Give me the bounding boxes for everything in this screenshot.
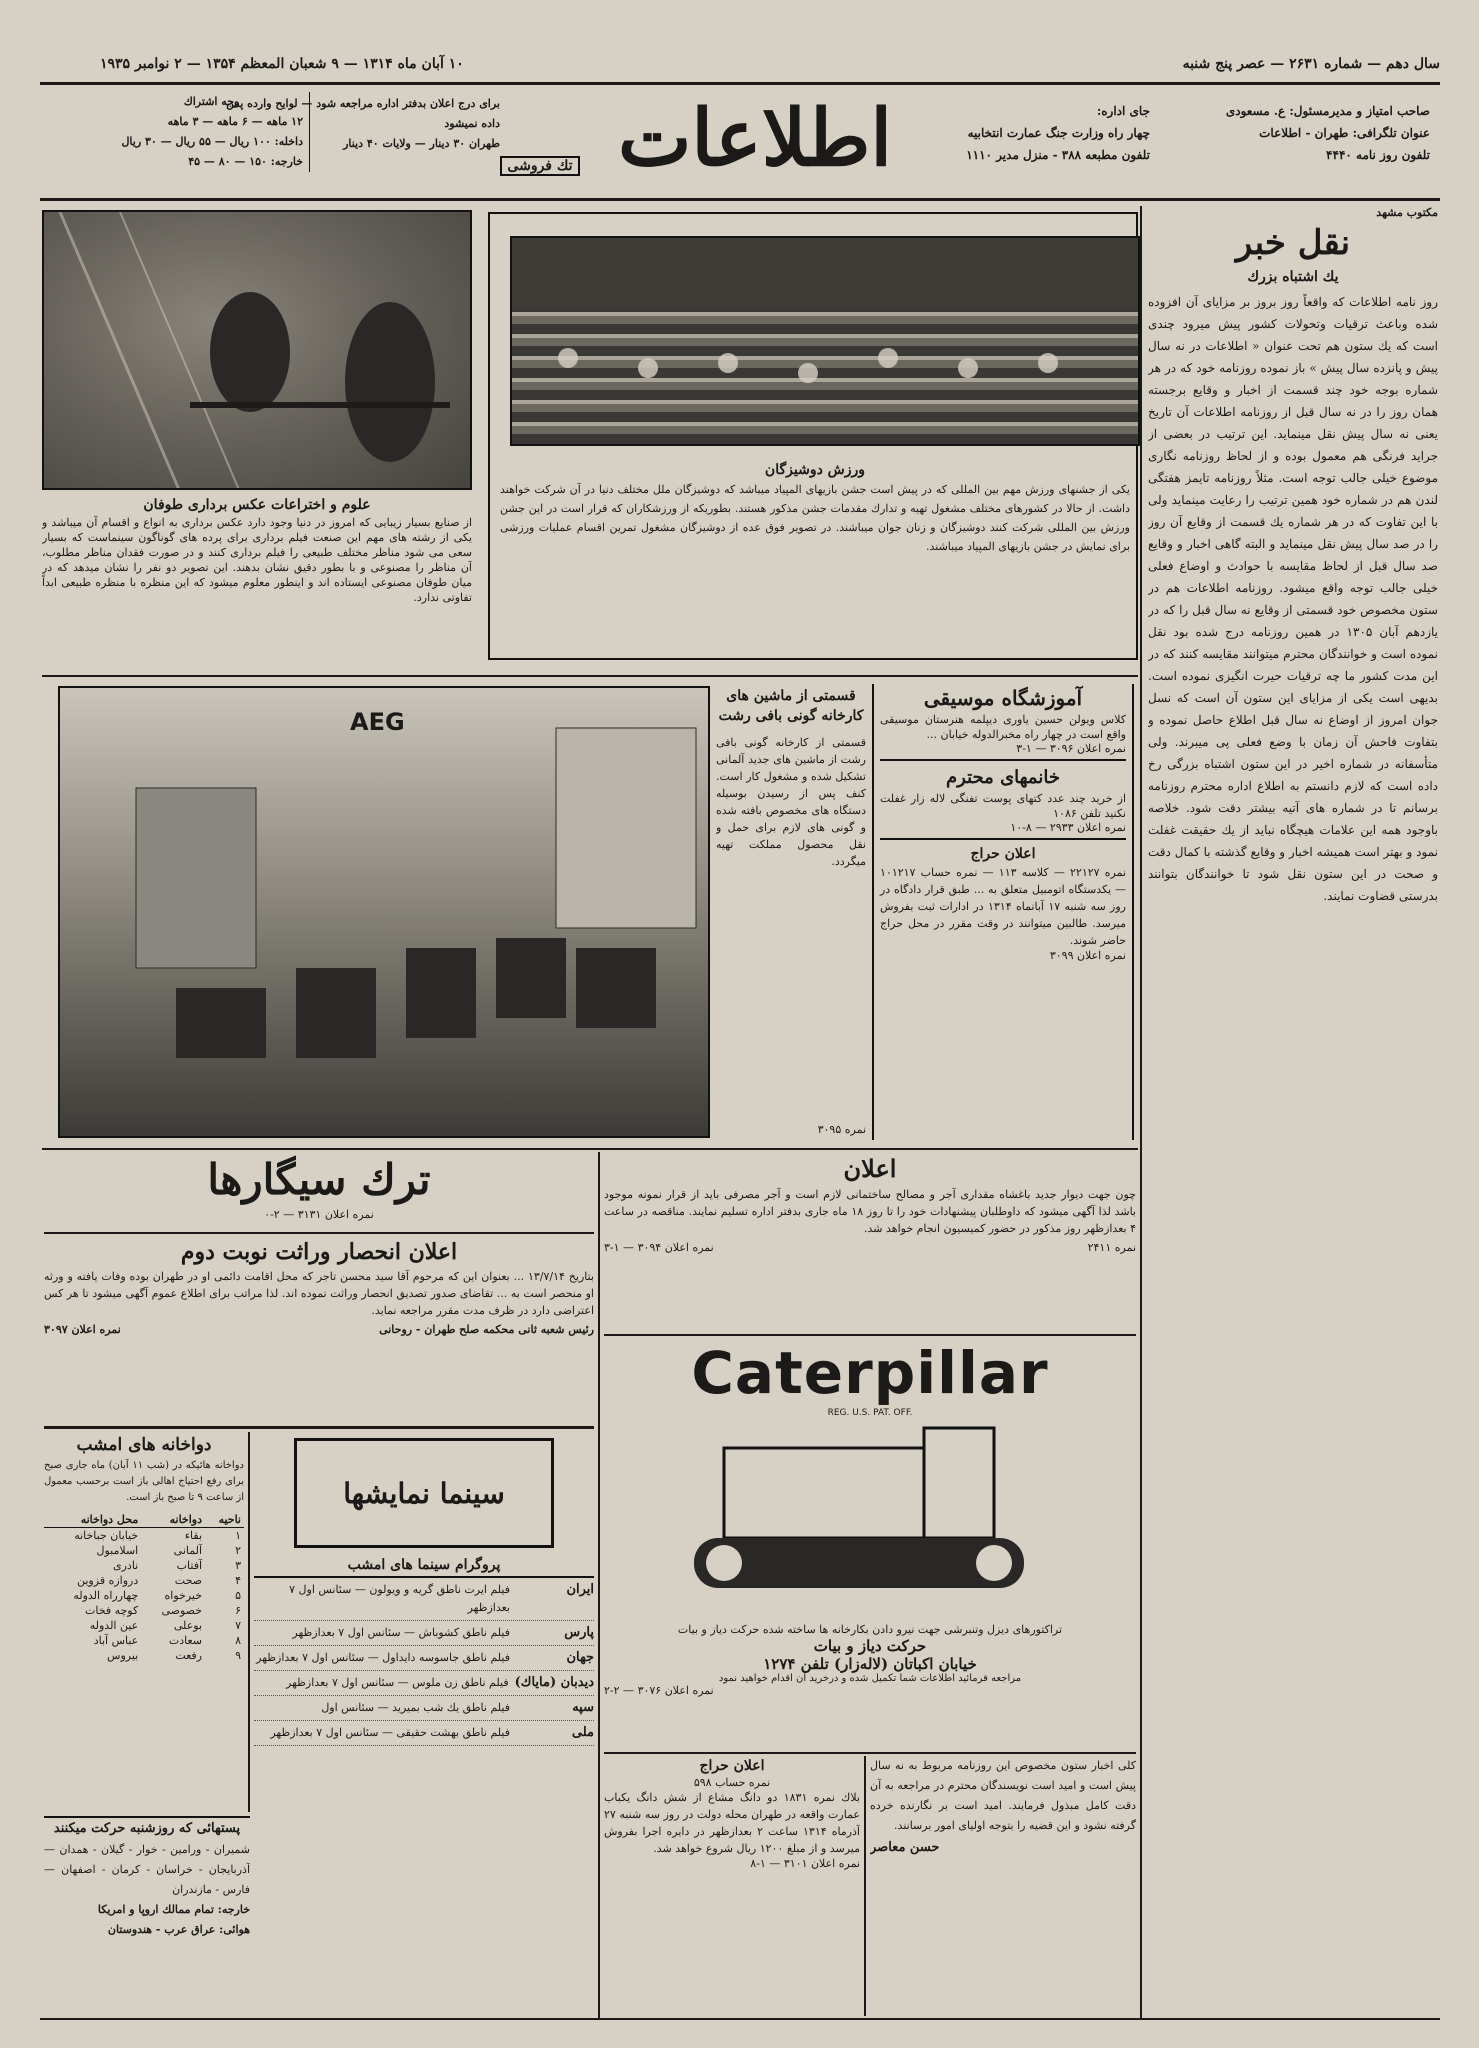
pharm-divider xyxy=(248,1432,250,1812)
table-row xyxy=(44,1618,244,1633)
inheritance-body: بتاریخ ۱۳/۷/۱۴ ... بعنوان این که مرحوم آقا سید محسن تاجر که محل اقامت دائمی او در طهران بوده وفات یافته و ورثه او منحصر است به ... تقاضای صدور تصدیق انحصار وراثت نموده اند. لذا مراتب برای اطلاع عموم آگهی میشود تا هر کس اعتراضی دارد در ظرف مدت مقرر مراجعه نماید. xyxy=(44,1270,594,1317)
pharmacies-intro: دواخانه هائیکه در (شب ۱۱ آبان) ماه جاری صبح برای رفع احتیاج اهالی باز است برحسب معمول از ساعت ۹ تا صبح باز است. xyxy=(44,1460,244,1503)
cigarettes-no: نمره اعلان ۳۱۳۱ — ۲-۰ xyxy=(264,1208,374,1221)
top-date-bar xyxy=(40,52,1440,78)
pharmacy-cell: ۹ xyxy=(235,1649,241,1662)
announcement-body: چون جهت دیوار جدید باغشاه مقداری آجر و مصالح ساختمانی لازم است و آجر مصرفی باید از قرار نمونه موجود باشد لذا آگهی میشود که داوطلبان پیشنهادات خود را تا روز ۱۸ ماه جاری بدفتر اداره تسلیم نمایند. مناقصه در ساعت ۴ بعدازظهر روز مذکور در حضور کمیسیون انجام خواهد شد. xyxy=(604,1188,1136,1235)
cinema-show: فیلم ناطق بهشت حقیقی — سئانس اول ۷ بعدازظهر xyxy=(270,1726,510,1739)
ac2-top-rule xyxy=(604,1752,1136,1754)
announcement-ad xyxy=(604,1152,1136,1332)
gymnastics-photo xyxy=(510,236,1140,446)
bottom-note xyxy=(870,1756,1136,2016)
single-label: تك فروشی xyxy=(500,156,580,176)
caterpillar-reg: REG. U.S. PAT. OFF. xyxy=(827,1408,913,1418)
cigarettes-title: ترك سیگارها xyxy=(207,1155,431,1204)
storm-caption xyxy=(42,495,472,675)
table-row xyxy=(44,1588,244,1603)
pharmacy-cell: آلمانی xyxy=(173,1544,203,1557)
inheritance-title: اعلان انحصار وراثت نوبت دوم xyxy=(180,1239,458,1265)
post-foreign: خارجه: تمام ممالك اروپا و امریکا xyxy=(97,1903,250,1916)
bottom-note-body: کلی اخبار ستون مخصوص این روزنامه مربوط به نه سال پیش است و امید است نویسندگان محترم در مراجعه به آن دقت کامل مبذول فرمایند. امید است بر نگارنده خرده گرفته نشود و این قضیه را بتوجه اولیای امور برسانند. xyxy=(870,1759,1136,1832)
pharmacy-cell: نادری xyxy=(113,1559,139,1572)
pharmacy-cell: عباس آباد xyxy=(93,1634,139,1647)
storm-photo xyxy=(42,210,472,490)
inherit-rule xyxy=(44,1426,594,1429)
pharmacy-cell: اسلامبول xyxy=(96,1544,139,1557)
date-info: ۱۰ آبان ماه ۱۳۱۴ — ۹ شعبان المعظم ۱۳۵۴ — ۲ نوامبر ۱۹۳۵ xyxy=(100,56,464,72)
pharmacy-cell: ۳ xyxy=(235,1559,241,1572)
pharmacy-cell: دروازه قزوین xyxy=(77,1574,139,1587)
pharmacy-cell: عین الدوله xyxy=(89,1619,139,1632)
cinema-item xyxy=(254,1578,594,1621)
ladies-no: نمره اعلان ۲۹۳۳ — ۸-۱۰ xyxy=(1010,821,1126,834)
cinema-item xyxy=(254,1721,594,1746)
factory-machines xyxy=(58,688,708,1138)
factory-text xyxy=(716,686,866,1136)
table-row xyxy=(44,1573,244,1588)
pharmacy-cell: ۴ xyxy=(235,1574,241,1587)
gymnastics-caption xyxy=(500,460,1130,655)
sub-foreign: خارجه: ۱۵۰ — ۸۰ — ۴۵ xyxy=(188,155,303,168)
cinema-show: فیلم ناطق کشوباش — سئانس اول ۷ بعدازظهر xyxy=(292,1626,510,1639)
auction2-ref: نمره حساب ۵۹۸ xyxy=(693,1776,771,1789)
pharmacy-cell: ۷ xyxy=(235,1619,241,1632)
gymnastics-caption-body: یکی از جشنهای ورزش مهم بین المللی که در پیش است جشن بازیهای المپیاد میباشد که دوشیزگان ملل مختلف دنیا در آن شرکت خواهند داشت. از حالا در کشورهای مختلف مشغول تهیه و تدارك مقدمات جشن مذکور هستند. بطوریکه از ورزشکاران که قرار است در این جشن ورزش بین المللی شرکت کنند دوشیزگان و زنان جوان میباشند. در تصویر فوق عده از دوشیزگان مشغول تمرین اقسام عملیات ورزشی برای نمایش در جشن بازیهای المپیاد میباشند. xyxy=(500,483,1130,553)
table-row xyxy=(44,1528,244,1544)
top-rule xyxy=(40,82,1440,85)
pharmacies xyxy=(44,1432,244,1812)
cinema-item xyxy=(254,1671,594,1696)
cinema-logo-text: سینما نمایشها xyxy=(343,1476,505,1510)
caterpillar-brand: Caterpillar xyxy=(691,1339,1049,1407)
cinema-show: فیلم ناطق زن ملوس — سئانس اول ۷ بعدازظهر xyxy=(286,1676,509,1689)
table-row xyxy=(44,1603,244,1618)
music-body: کلاس ویولن حسین یاوری دیپلمه هنرستان موسیقی واقع است در چهار راه مخبرالدوله خیابان ... xyxy=(880,713,1126,741)
auction-no: نمره اعلان ۳۰۹۹ xyxy=(1049,949,1126,962)
masthead-rule xyxy=(40,198,1440,201)
caterpillar-body: تراکتورهای دیزل وتنبرشی جهت نیرو دادن بکارخانه ها ساخته شده حرکت دیاز و بیات xyxy=(677,1623,1063,1636)
sub-periods: ۱۲ ماهه — ۶ ماهه — ۳ ماهه xyxy=(167,115,303,128)
telegraph-line: عنوان تلگرافی: طهران - اطلاعات xyxy=(1259,126,1430,140)
pharmacies-title: دواخانه های امشب xyxy=(76,1435,212,1455)
pharmacy-cell: بوعلی xyxy=(173,1619,203,1632)
factory-photo xyxy=(58,686,710,1138)
post-body: شمیران - ورامین - خوار - گیلان - همدان — آذربایجان - خراسان - کرمان - اصفهان — فارس - مازندران xyxy=(44,1843,250,1896)
pharmacy-cell: خیابان جباخانه xyxy=(74,1529,139,1542)
tractor-illustration xyxy=(604,1418,1136,1618)
bottom-note-sign: حسن معاصر xyxy=(870,1840,940,1855)
caterpillar-no: نمره اعلان ۳۰۷۶ — ۲-۲ xyxy=(604,1684,714,1697)
sub-domestic: داخله: ۱۰۰ ریال — ۵۵ ریال — ۳۰ ریال xyxy=(121,135,303,148)
side-title: نقل خبر xyxy=(1235,223,1351,263)
cinema-name: سپه xyxy=(572,1700,594,1715)
ann-rule xyxy=(604,1334,1136,1336)
ads-note: برای درج اعلان بدفتر اداره مراجعه شود — لوایح وارده پس داده نمیشود xyxy=(226,97,500,130)
music-title: آموزشگاه موسیقی xyxy=(923,686,1083,710)
announcement-ref: نمره ۲۴۱۱ xyxy=(1087,1241,1136,1254)
issue-info: سال دهم — شماره ۲۶۳۱ — عصر پنج شنبه xyxy=(1182,56,1440,72)
table-row xyxy=(44,1543,244,1558)
pharmacy-cell: آفتاب xyxy=(176,1559,203,1572)
owner-line: صاحب امتیاز و مدیرمسئول: ع. مسعودی xyxy=(1225,104,1430,118)
mid-ads xyxy=(872,684,1134,1140)
office-phone: تلفون مطبعه ۳۸۸ - منزل مدیر ۱۱۱۰ xyxy=(966,148,1150,162)
ac2-divider xyxy=(864,1756,866,2016)
factory-brand: AEG xyxy=(350,708,405,736)
auction-title: اعلان حراج xyxy=(970,846,1036,862)
cinema-name: جهان xyxy=(566,1650,594,1665)
office-label: جای اداره: xyxy=(1096,104,1150,118)
caterpillar-ad xyxy=(604,1338,1136,1748)
side-subtitle: یك اشتباه بزرك xyxy=(1247,269,1339,285)
pharmacy-cell: ۸ xyxy=(235,1634,241,1647)
gymnastics-figures xyxy=(510,238,1138,446)
masthead xyxy=(40,86,1440,196)
sub-title: وجه اشتراك xyxy=(183,95,240,108)
cinema-name: پارس xyxy=(564,1625,594,1640)
side-body: روز نامه اطلاعات که واقعاً روز بروز بر مزایای آن افزوده شده وباعث ترقیات وتحولات کشور پیش میرود چندی است که یك ستون هم تحت عنوان « اطلاعات در نه سال پیش و پانزده سال پیش » باز نموده روزنامه خود که در هر شماره بوجه خود چند قسمت از اخبار و وقایع برجسته همان روز را در نه سال قبل از روزنامه اطلاعات آن تاریخ یعنی نه سال پیش نقل مینماید. این ترتیب در بعضی از جراید فرنگی هم معمول بوده و از لحاظ روزنامه نگاری موضوع خیلی جالب توجه است. مثلاً روزنامه تایمز هفتگی لندن هم در شماره خود همین ترتیب را رعایت مینماید ولی با این تفاوت که در هر شماره یك قسمت از وقایع آن روز را در صد سال پیش نقل مینماید و البته گاهی اخبار و وقایع صد سال قبل از لحاظ مقایسه با حوادث و اوضاع فعلی خیلی جالب توجه واقع میشود. روزنامه اطلاعات هم در ستون مخصوص خود قسمتی از وقایع نه سال قبل را که در یازدهم آبان ۱۳۰۵ در همین روزنامه درج شده بود نقل نموده است و خوانندگان محترم میتوانند مقایسه کنند که در این مدت کشور ما چه ترقیات حیرت انگیزی نموده است. بدیهی است یکی از مزایای این ستون آن است که نسل جوان امروز از اوضاع نه سال قبل اطلاع حاصل نموده و بتفاوت فاحش آن زمان با وضع فعلی پی میبرند. ولی متأسفانه در شماره اخیر در این ستون اشتباه بزرگی رخ داده است که لازم دانستم به اطلاع اداره محترم روزنامه برسانم تا در شماره های آتیه بیشتر دقت شود. خلاصه باوجود همه این علامات هیچگاه نباید از یك حقیقت غفلت نمود و بهتر است همیشه اخبار و وقایع گذشته با کمال دقت و صحت در این ستون نقل شود تا خوانندگان بتوانند بدرستی قضاوت نمایند. xyxy=(1148,295,1438,903)
pharmacy-cell: رفعت xyxy=(175,1649,203,1662)
cinema-item xyxy=(254,1696,594,1721)
pharmacy-cell: سعادت xyxy=(168,1634,203,1647)
newspaper-title: اطلاعات xyxy=(617,93,893,184)
auction2-ad xyxy=(604,1756,860,2016)
table-row xyxy=(44,1648,244,1663)
ladies-body: از خرید چند عدد کتهای پوست تفنگی لاله زار غفلت نکنید تلفن ۱۰۸۶ xyxy=(880,792,1126,820)
inheritance-ad xyxy=(44,1236,594,1426)
caterpillar-company: حرکت دیاز و بیات xyxy=(813,1637,927,1655)
announcement-title: اعلان xyxy=(843,1154,897,1183)
inheritance-no: نمره اعلان ۳۰۹۷ xyxy=(44,1323,121,1336)
post-air: هوائی: عراق عرب - هندوستان xyxy=(107,1923,250,1936)
bottom-rule xyxy=(40,2018,1440,2020)
pharmacy-cell: ۱ xyxy=(235,1529,241,1542)
pharmacy-cell: بقاء xyxy=(184,1529,203,1542)
single-prices: طهران ۳۰ دینار — ولایات ۴۰ دینار xyxy=(343,137,500,150)
caterpillar-note: مراجعه فرمائید اطلاعات شما تکمیل شده و درخرید آن اقدام خواهید نمود xyxy=(718,1673,1022,1684)
gymnastics-caption-title: ورزش دوشیزگان xyxy=(764,462,866,478)
cinema-logo xyxy=(294,1438,554,1548)
lower-rule xyxy=(42,1148,1138,1150)
side-divider xyxy=(1140,206,1142,2018)
inheritance-sign: رئیس شعبه ثانی محکمه صلح طهران - روحانی xyxy=(379,1323,594,1336)
pharmacy-cell: صحت xyxy=(174,1574,203,1587)
pharmacy-col-location: محل دواخانه xyxy=(44,1512,141,1528)
ladies-title: خانمهای محترم xyxy=(946,767,1060,788)
cinema xyxy=(254,1432,594,2012)
side-kicker: مکتوب مشهد xyxy=(1376,206,1438,219)
cig-rule xyxy=(44,1232,594,1234)
pharmacy-cell: خصوصی xyxy=(161,1604,203,1617)
mid-rule xyxy=(42,675,1138,677)
pharmacies-table xyxy=(44,1512,244,1663)
pharmacy-cell: بیروس xyxy=(107,1649,139,1662)
cinema-show: فیلم ناطق یك شب بمیرید — سئانس اول xyxy=(321,1701,510,1714)
pharmacy-cell: ۵ xyxy=(235,1589,241,1602)
storm-figures xyxy=(42,212,470,490)
cinema-name: ایران xyxy=(566,1582,594,1597)
cigarettes-ad xyxy=(44,1152,594,1232)
cinema-item xyxy=(254,1621,594,1646)
pharmacy-cell: کوچه فخات xyxy=(85,1604,139,1617)
pharmacy-cell: ۶ xyxy=(235,1604,241,1617)
cinema-name: ملی xyxy=(571,1725,594,1740)
ann-left-rule xyxy=(598,1152,600,2018)
music-no: نمره اعلان ۳۰۹۶ — ۱-۳ xyxy=(1016,742,1126,755)
factory-side-body: قسمتی از کارخانه گونی بافی رشت از ماشین های جدید آلمانی تشکیل شده و مشغول کار است. کنف پس از رسیدن بوسیله دستگاه های مخصوص بافته شده و گونی های لازم برای حمل و نقل محصول مملکت تهیه میگردد. xyxy=(716,736,866,868)
table-row xyxy=(44,1633,244,1648)
pharmacy-cell: ۲ xyxy=(235,1544,241,1557)
pharmacy-col-name: دواخانه xyxy=(141,1512,205,1528)
cinema-title: پروگرام سینما های امشب xyxy=(254,1554,594,1578)
factory-ad-no: نمره ۳۰۹۵ xyxy=(817,1123,866,1136)
post-title: پستهائی که روزشنبه حرکت میکنند xyxy=(53,1821,241,1836)
side-column xyxy=(1148,206,1438,2016)
pharmacy-cell: چهارراه الدوله xyxy=(73,1589,139,1602)
auction2-body: بلاك نمره ۱۸۳۱ دو دانگ مشاع از شش دانگ یکباب عمارت واقعه در طهران محله دولت در روز سه شنبه ۲۷ آذرماه ۱۳۱۴ ساعت ۲ بعدازظهر در دایره اجرا بفروش میرسد و از مبلغ ۱۲۰۰ ریال شروع خواهد شد. xyxy=(604,1791,860,1855)
factory-side-title: قسمتی از ماشین های کارخانه گونی بافی رشت xyxy=(718,688,864,724)
caterpillar-street: خیابان اکباتان (لاله‌زار) تلفن ۱۲۷۴ xyxy=(763,1655,977,1673)
cinema-item xyxy=(254,1646,594,1671)
cinema-show: فیلم ناطق جاسوسه دایداول — سئانس اول ۷ بعدازظهر xyxy=(256,1651,510,1664)
auction-body: نمره ۲۲۱۲۷ — کلاسه ۱۱۳ — نمره حساب ۱۰۱۲۱۷ — یکدستگاه اتومبیل متعلق به ... طبق قرار دادگاه در روز سه شنبه ۱۷ آبانماه ۱۳۱۴ در ادارات ثبت بفروش میرسد. طالبین میتوانند در وقت مقرر در محل حراج حاضر شوند. xyxy=(880,866,1127,947)
phone-line: تلفون روز نامه ۴۴۴۰ xyxy=(1326,148,1430,162)
table-row xyxy=(44,1558,244,1573)
pharmacy-col-district: ناحیه xyxy=(205,1512,244,1528)
cinema-show: فیلم ایرت ناطق گریه و ویولون — سئانس اول ۷ بعدازظهر xyxy=(289,1583,510,1614)
storm-caption-body: از صنایع بسیار زیبایی که امروز در دنیا وجود دارد عکس برداری به انواع و اقسام آن میباشد و یکی از رشته های مهم این صنعت فیلم برداری برای پرده های گوناگون سینماست که بسیار سعی می شود مناظر مختلف طبیعی را فیلم برداری کنند و در صورت فقدان مناظر مطلوب، آن مناظر را مصنوعی و با بطور دقیق نشان بدهند. این تصویر دو نفر را نشان میدهد که در میان طوفان مصنوعی ایستاده اند و اینطور معلوم میشود که این منظره با منظره طبیعی ابداً تفاوتی ندارد. xyxy=(42,516,472,604)
announcement-no: نمره اعلان ۳۰۹۴ — ۱-۳ xyxy=(604,1241,714,1254)
auction2-no: نمره اعلان ۳۱۰۱ — ۱-۸ xyxy=(750,1857,860,1870)
office-address: چهار راه وزارت جنگ عمارت انتخابیه xyxy=(967,126,1150,140)
cinema-name: دیدبان (ماياك) xyxy=(514,1675,594,1690)
pharmacy-cell: خیرخواه xyxy=(164,1589,203,1602)
storm-caption-title: علوم و اختراعات عکس برداری طوفان xyxy=(143,497,371,513)
auction2-title: اعلان حراج xyxy=(699,1758,765,1774)
post-info xyxy=(44,1816,250,2016)
